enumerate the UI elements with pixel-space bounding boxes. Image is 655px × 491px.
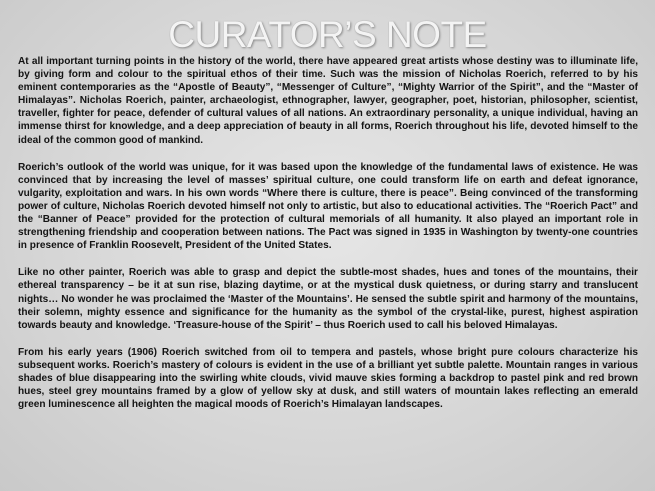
paragraph-2: Roerich’s outlook of the world was unique, for it was based upon the knowledge of the fundamental laws of existence. He was convinced that by increasing the level of masses’ spiritual culture, one could transform life on earth and defeat ignorance, vulgarity, exploitation and wars. In his own words “Where there is culture, there is peace”. Being convinced of the transforming power of culture, Nicholas Roerich devoted himself not only to artistic, but also to educational activities. The “Roerich Pact” and the “Banner of Peace” provided for the protection of cultural memorials of all humanity. It also played an important role in strengthening friendship and cooperation between nations. The Pact was signed in 1935 in Washington by twenty-one countries in presence of Franklin Roosevelt, President of the United States. [18, 161, 638, 252]
paragraph-4: From his early years (1906) Roerich switched from oil to tempera and pastels, whose bright pure colours characterize his subsequent works. Roerich’s mastery of colours is evident in the use of a brilliant yet subtle palette. Mountain ranges in various shades of blue disappearing into the swirling white clouds, vivid mauve skies forming a backdrop to pastel pink and red brown hues, steel grey mountains framed by a glow of yellow sky at dusk, and still waters of mountain lakes reflecting an emerald green luminescence all heighten the magical moods of Roerich’s Himalayan landscapes. [18, 346, 638, 411]
paragraph-1: At all important turning points in the history of the world, there have appeared great artists whose destiny was to illuminate life, by giving form and colour to the spiritual ethos of their time. Such was the mission of Nicholas Roerich, referred to by his eminent contemporaries as the “Apostle of Beauty”, “Messenger of Culture”, “Mighty Warrior of the Spirit”, and the “Master of Himalayas”. Nicholas Roerich, painter, archaeologist, ethnographer, lawyer, geographer, poet, historian, philosopher, scientist, traveller, fighter for peace, defender of cultural values of all nations. An extraordinary personality, a unique individual, having an immense thirst for knowledge, and a deep appreciation of beauty in all forms, Roerich throughout his life, devoted himself to the ideal of the common good of mankind. [18, 56, 638, 146]
paragraph-3: Like no other painter, Roerich was able to grasp and depict the subtle-most shades, hues and tones of the mountains, their ethereal transparency – be it at sun rise, blazing daytime, or at the mystical dusk quietness, or during starry and translucent nights… No wonder he was proclaimed the ‘Master of the Mountains’. He sensed the subtle spirit and harmony of the mountains, their solemn, mighty essence and significance for the humanity as the symbol of the crystal-like, purest, highest aspiration towards beauty and knowledge. ‘Treasure-house of the Spirit’ – thus Roerich used to call his beloved Himalayas. [18, 267, 638, 331]
page-title: CURATOR’S NOTE [168, 14, 487, 55]
note-body [18, 55, 638, 425]
